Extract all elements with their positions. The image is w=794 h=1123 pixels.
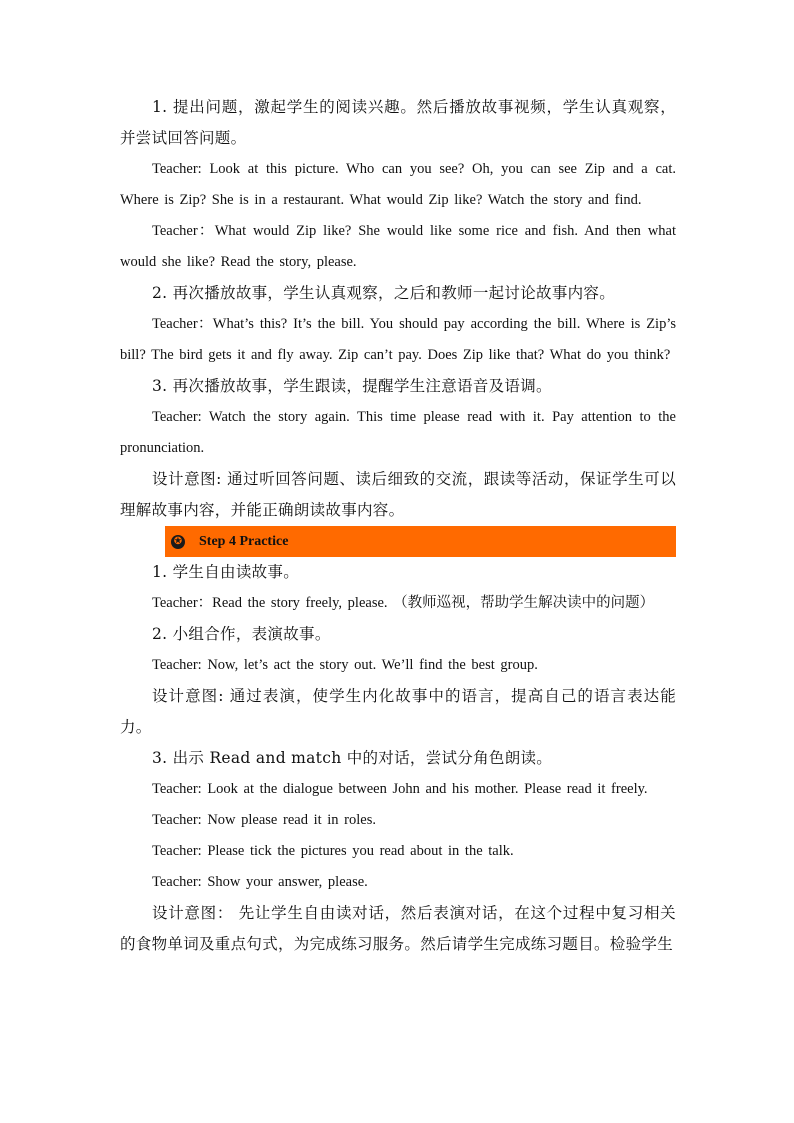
instruction-paragraph: 设计意图: 通过听回答问题、读后细致的交流，跟读等活动，保证学生可以理解故事内容，并能正确朗读故事内容。 (120, 470, 676, 519)
instruction-paragraph: 1. 学生自由读故事。 (152, 563, 300, 581)
step-heading-label: Step 4 Practice (199, 533, 289, 549)
teacher-dialogue-paragraph: Teacher：What would Zip like? She would like some rice and fish. And then what would she like? Read the story, please. (120, 223, 676, 270)
teacher-dialogue-paragraph: Teacher: Please tick the pictures you read about in the talk. (152, 843, 514, 859)
lesson-steps-section (120, 92, 676, 526)
instruction-paragraph: 2. 小组合作，表演故事。 (152, 625, 331, 643)
instruction-paragraph: 3. 出示 Read and match 中的对话，尝试分角色朗读。 (152, 749, 553, 767)
instruction-paragraph: 设计意图: 通过表演，使学生内化故事中的语言，提高自己的语言表达能力。 (120, 687, 676, 736)
teacher-dialogue-paragraph: Teacher: Look at the dialogue between John and his mother. Please read it freely. (152, 781, 648, 797)
teacher-dialogue-paragraph: Teacher: Look at this picture. Who can you see? Oh, you can see Zip and a cat. Where is Zip? She is in a restaurant. What would Zip like? Watch the story and find. (120, 161, 676, 208)
document-page (120, 92, 676, 960)
instruction-paragraph: 2. 再次播放故事，学生认真观察，之后和教师一起讨论故事内容。 (152, 284, 616, 302)
practice-section (120, 557, 676, 960)
teacher-dialogue-paragraph: Teacher: Now please read it in roles. (152, 812, 376, 828)
step-heading-bar (165, 526, 676, 557)
star-icon: ✪ (171, 535, 185, 549)
instruction-paragraph: 设计意图： 先让学生自由读对话，然后表演对话，在这个过程中复习相关的食物单词及重点句式，为完成练习服务。然后请学生完成练习题目。检验学生 (120, 904, 676, 953)
teacher-dialogue-paragraph: Teacher：What’s this? It’s the bill. You should pay according the bill. Where is Zip’s bill? The bird gets it and fly away. Zip can’t pay. Does Zip like that? What do you think? (120, 316, 676, 363)
instruction-paragraph: 3. 再次播放故事，学生跟读，提醒学生注意语音及语调。 (152, 377, 552, 395)
teacher-dialogue-paragraph: Teacher: Show your answer, please. (152, 874, 368, 890)
teacher-dialogue-paragraph: Teacher: Now, let’s act the story out. We’ll find the best group. (152, 657, 538, 673)
instruction-paragraph: 1. 提出问题，激起学生的阅读兴趣。然后播放故事视频，学生认真观察，并尝试回答问题。 (120, 98, 676, 147)
teacher-dialogue-paragraph: Teacher: Watch the story again. This time please read with it. Pay attention to the pronunciation. (120, 409, 676, 456)
teacher-dialogue-paragraph: Teacher：Read the story freely, please. （教师巡视，帮助学生解决读中的问题） (152, 595, 655, 611)
